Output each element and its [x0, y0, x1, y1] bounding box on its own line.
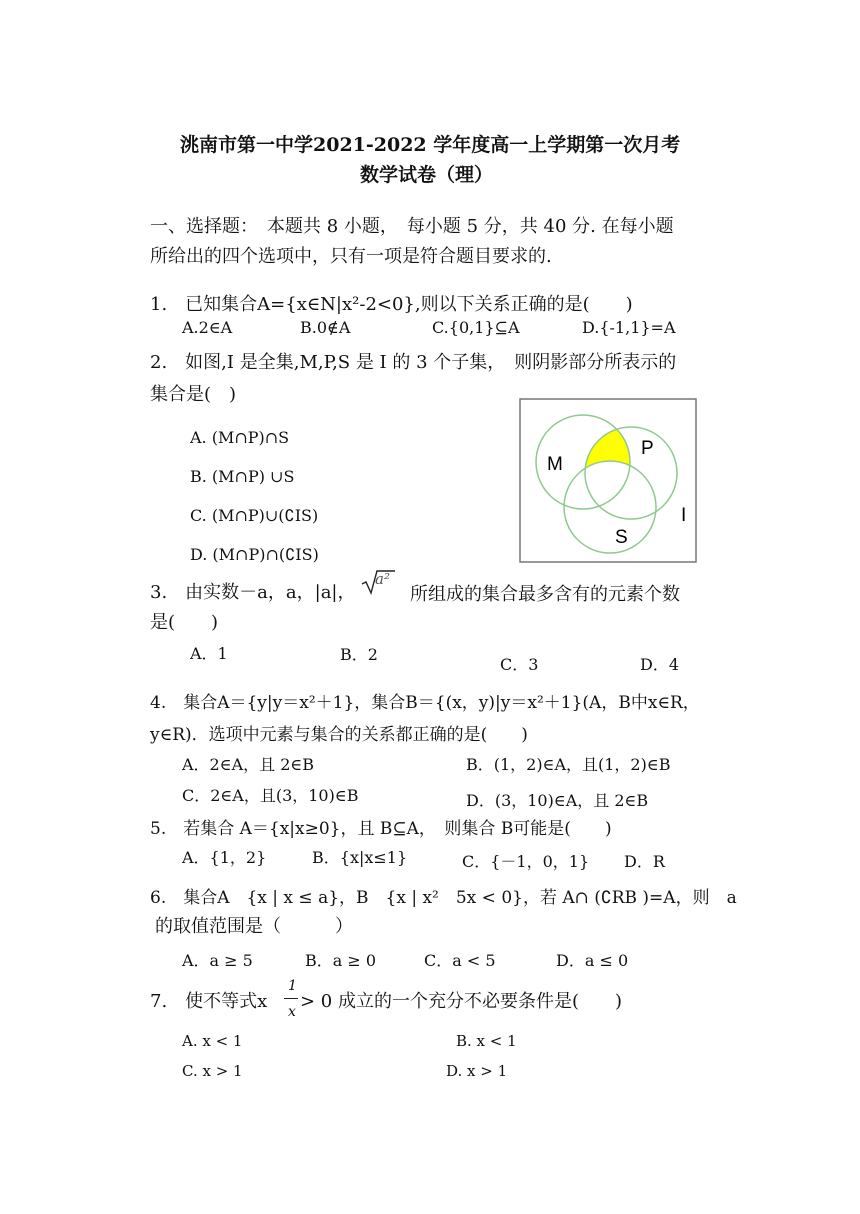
- exam-title: 洮南市第一中学2021-2022 学年度高一上学期第一次月考: [180, 134, 681, 156]
- q1-option-a: A.2∈A: [182, 318, 233, 337]
- q7-fraction-numerator: 1: [288, 978, 297, 994]
- q2-stem-line2: 集合是( ): [150, 384, 237, 405]
- q7-option-c: C. x > 1: [182, 1062, 243, 1080]
- label-s: S: [615, 527, 628, 548]
- q6-stem-line1: 6. 集合A {x | x ≤ a}，B {x | x² 5x < 0}，若 A∩ (∁RB )=A，则 a: [150, 888, 737, 908]
- q6-option-d: D．a ≤ 0: [556, 951, 629, 970]
- q4-option-d: D．(3，10)∈A，且 2∈B: [466, 791, 649, 810]
- q4-stem-line1: 4. 集合A＝{y|y＝x²＋1}，集合B＝{(x，y)|y＝x²＋1}(A，B中x∈R，: [150, 693, 700, 713]
- q6-option-a: A．a ≥ 5: [182, 951, 253, 970]
- q6-option-c: C．a < 5: [424, 951, 496, 970]
- q4-option-c: C．2∈A，且(3，10)∈B: [182, 786, 359, 805]
- q3-option-d: D．4: [640, 655, 680, 674]
- section-intro-line2: 所给出的四个选项中，只有一项是符合题目要求的.: [150, 246, 552, 267]
- q2-option-d: D. (M∩P)∩(∁IS): [190, 545, 319, 564]
- q4-option-a: A．2∈A，且 2∈B: [182, 755, 315, 774]
- q3-option-c: C．3: [500, 655, 539, 674]
- q1-option-c: C.{0,1}⊆A: [432, 318, 520, 337]
- label-i: I: [681, 505, 687, 526]
- q5-option-b: B．{x|x≤1}: [312, 848, 408, 867]
- q7-stem-part1: 7. 使不等式x: [150, 991, 268, 1012]
- label-m: M: [547, 454, 563, 475]
- q7-fraction-bar: [284, 998, 298, 999]
- q5-stem: 5. 若集合 A＝{x|x≥0}，且 B⊆A， 则集合 B可能是( ): [150, 819, 612, 839]
- q4-stem-line2: y∈R)．选项中元素与集合的关系都正确的是( ): [150, 725, 528, 745]
- q2-option-a: A. (M∩P)∩S: [190, 428, 290, 447]
- q6-option-b: B．a ≥ 0: [305, 951, 377, 970]
- q1-stem: 1. 已知集合A={x∈N|x²-2<0},则以下关系正确的是( ): [150, 294, 633, 315]
- q2-stem-line1: 2. 如图,I 是全集,M,P,S 是 I 的 3 个子集， 则阴影部分所表示的: [150, 352, 677, 373]
- q4-option-b: B．(1，2)∈A，且(1，2)∈B: [466, 755, 671, 774]
- q6-stem-line2: 的取值范围是（ ）: [155, 916, 353, 937]
- q3-option-b: B．2: [340, 645, 378, 664]
- q7-fraction-denominator: x: [288, 1004, 296, 1020]
- q3-stem-part1: 3. 由实数－a，a，|a|，: [150, 582, 356, 603]
- q3-stem-line2: 是( ): [150, 612, 219, 633]
- q1-option-d: D.{-1,1}=A: [582, 318, 676, 337]
- q5-option-c: C．{－1，0，1}: [462, 852, 590, 871]
- q1-option-b: B.0∉A: [300, 318, 351, 337]
- q7-option-d: D. x > 1: [446, 1062, 508, 1080]
- q3-stem-part2: 所组成的集合最多含有的元素个数: [410, 584, 680, 605]
- q3-sqrt-argument: a²: [375, 570, 390, 588]
- venn-diagram: [519, 398, 697, 563]
- q2-option-c: C. (M∩P)∪(∁IS): [190, 506, 319, 525]
- q3-option-a: A．1: [190, 644, 228, 663]
- q7-option-b: B. x < 1: [456, 1032, 517, 1050]
- q7-option-a: A. x < 1: [182, 1032, 243, 1050]
- exam-subtitle: 数学试卷（理）: [360, 164, 494, 186]
- q2-option-b: B. (M∩P) ∪S: [190, 467, 295, 486]
- section-intro-line1: 一、选择题： 本题共 8 小题， 每小题 5 分，共 40 分. 在每小题: [150, 216, 674, 237]
- q7-stem-part2: > 0 成立的一个充分不必要条件是( ): [300, 991, 623, 1012]
- label-p: P: [641, 438, 654, 459]
- q5-option-a: A．{1，2}: [182, 848, 267, 867]
- q5-option-d: D．R: [624, 852, 665, 871]
